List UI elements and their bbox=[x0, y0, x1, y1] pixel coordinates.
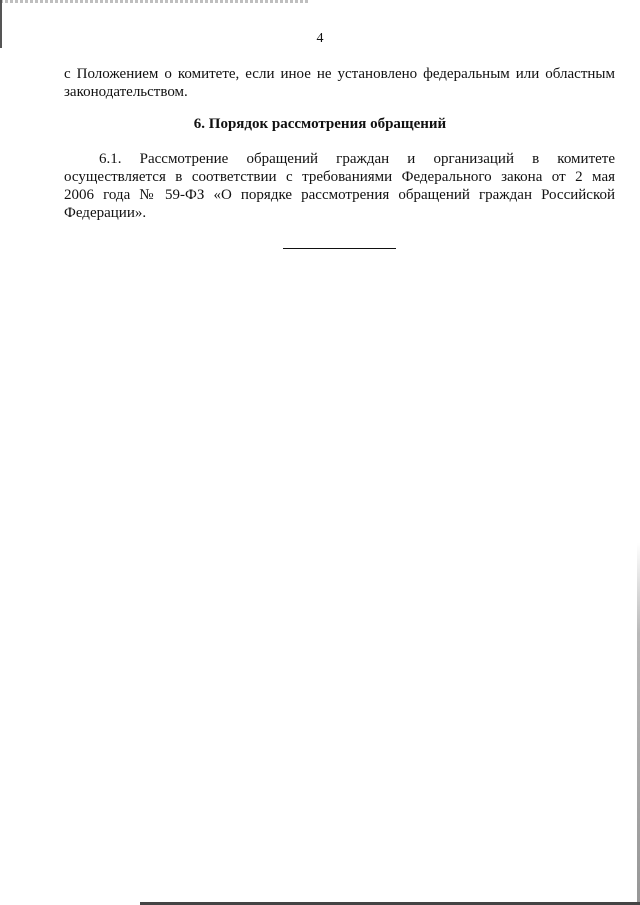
continuation-paragraph: с Положением о комитете, если иное не установлено федеральным или областным законодательством. bbox=[64, 66, 615, 100]
end-of-text-rule bbox=[283, 248, 396, 249]
section-heading: 6. Порядок рассмотрения обращений bbox=[193, 116, 447, 132]
paragraph-6-1: 6.1. Рассмотрение обращений граждан и организаций в комитете осуществляется в соответствии с требованиями Федерального закона от 2 мая 2006 года № 59-ФЗ «О порядке рассмотрения обращений граждан Российской Федерации». bbox=[64, 151, 615, 221]
scan-artifact-top bbox=[0, 0, 310, 3]
page-number: 4 bbox=[316, 31, 324, 46]
